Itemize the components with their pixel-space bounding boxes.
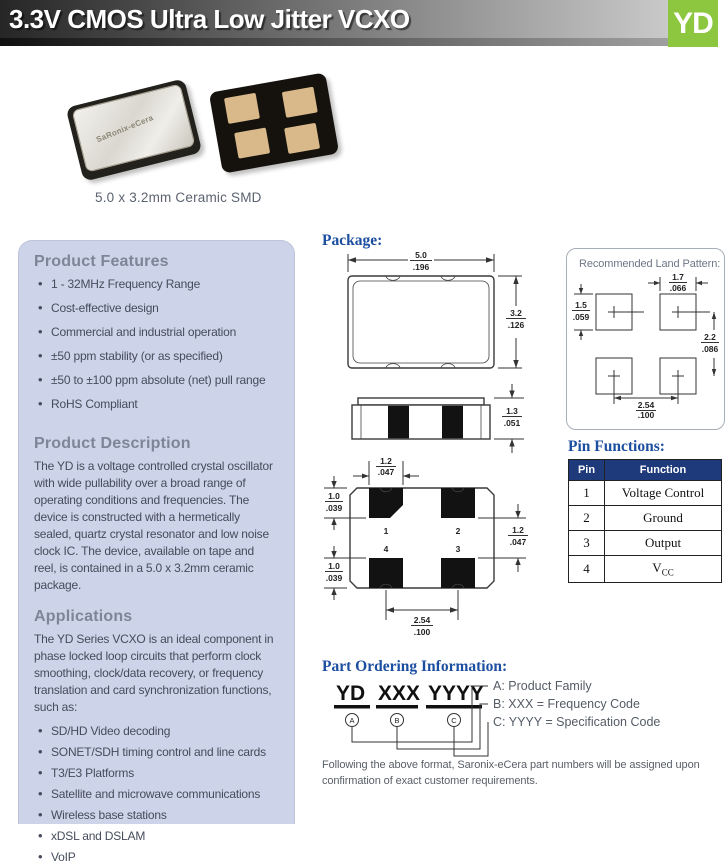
chip-brand-text: SaRonix-eCera [94, 113, 155, 145]
land-pattern-heading: Recommended Land Pattern: [579, 258, 721, 270]
land-dim-width-in: .066 [669, 283, 686, 293]
land-dim-height-mm: 1.5 [574, 300, 587, 310]
dim-pad-height-bottom-mm: 1.0 [328, 561, 340, 571]
product-photo [55, 70, 315, 190]
applications-intro: The YD Series VCXO is an ideal component in phase locked loop circuits that perform clock smoothing, clock/data recovery, or frequency translation and card synchronization functions, such as: [34, 632, 274, 715]
applications-list [34, 724, 279, 864]
pin-number-3: 3 [455, 544, 461, 554]
header-shadow-band [0, 38, 668, 46]
photo-caption: 5.0 x 3.2mm Ceramic SMD [95, 190, 262, 205]
dim-top-height-mm: 3.2 [510, 308, 522, 318]
table-row [569, 531, 722, 556]
sidebar-panel [18, 240, 295, 864]
description-heading: Product Description [34, 435, 191, 452]
callout-letter-a: A [349, 716, 355, 725]
chip-top-view-photo [66, 78, 203, 181]
land-pattern-diagram [570, 272, 722, 418]
feature-item: • ±50 to ±100 ppm absolute (net) pull range [34, 373, 279, 387]
vcc-subscript: CC [661, 567, 674, 578]
features-list [34, 277, 279, 411]
package-top-view-diagram [348, 250, 526, 368]
package-bottom-view-diagram [324, 456, 528, 637]
pin-cell: 4 [569, 556, 605, 583]
code-part-a: YD [336, 682, 366, 705]
table-row [569, 506, 722, 531]
chip-pad [284, 123, 320, 154]
ordering-heading: Part Ordering Information: [322, 658, 508, 675]
application-item: • Wireless base stations [34, 808, 279, 822]
dim-row-gap-mm: 1.2 [512, 525, 524, 535]
pin-functions-heading: Pin Functions: [568, 438, 665, 455]
application-item: • T3/E3 Platforms [34, 766, 279, 780]
application-item: • SD/HD Video decoding [34, 724, 279, 738]
feature-item: • 1 - 32MHz Frequency Range [34, 277, 279, 291]
code-part-b: XXX [378, 682, 421, 705]
feature-item: • Commercial and industrial operation [34, 325, 279, 339]
callout-letter-b: B [394, 716, 400, 725]
pad-pin3 [441, 558, 475, 588]
dim-top-width-in: .196 [412, 262, 430, 272]
dim-side-height-mm: 1.3 [506, 406, 518, 416]
code-part-c: YYYY [428, 682, 485, 705]
dim-top-height-in: .126 [507, 320, 525, 330]
pad-pin2 [441, 488, 475, 518]
package-diagrams [322, 248, 562, 648]
dim-pad-width-in: .047 [377, 467, 395, 477]
dim-pad-height-bottom-in: .039 [325, 573, 343, 583]
function-cell: $V_{CC}$ [605, 556, 722, 583]
col-header-pin: Pin [569, 460, 605, 481]
dim-pad-width-mm: 1.2 [380, 456, 392, 466]
land-dim-col-pitch-in: .100 [637, 410, 654, 420]
function-cell: Voltage Control [605, 481, 722, 506]
land-dim-col-pitch-mm: 2.54 [637, 400, 654, 410]
page-title: 3.3V CMOS Ultra Low Jitter VCXO [9, 4, 410, 34]
application-item: • Satellite and microwave communications [34, 787, 279, 801]
pin-cell: 2 [569, 506, 605, 531]
features-heading: Product Features [34, 253, 169, 270]
pin-functions-table [568, 459, 722, 583]
pin-cell: 1 [569, 481, 605, 506]
callout-letter-c: C [451, 716, 457, 725]
package-side-view-diagram [352, 384, 524, 453]
package-heading: Package: [322, 232, 383, 249]
land-pattern-panel [566, 248, 725, 430]
chip-pad [224, 93, 260, 124]
pad-pin4 [369, 558, 403, 588]
feature-item: • Cost-effective design [34, 301, 279, 315]
application-item: • VoIP [34, 850, 279, 864]
application-item: • xDSL and DSLAM [34, 829, 279, 843]
application-item: • SONET/SDH timing control and line cards [34, 745, 279, 759]
chip-pad [282, 87, 318, 118]
legend-line-c: C: YYYY = Specification Code [493, 715, 661, 729]
dim-pitch-in: .100 [413, 627, 431, 637]
pin-number-4: 4 [383, 544, 389, 554]
ordering-note: Following the above format, Saronix-eCera part numbers will be assigned upon confirmation of exact customer requirements. [322, 759, 700, 787]
dim-pitch-mm: 2.54 [413, 615, 431, 625]
col-header-function: Function [605, 460, 722, 481]
chip-bottom-view-photo [209, 72, 339, 173]
pin-number-1: 1 [383, 526, 389, 536]
pin-cell: 3 [569, 531, 605, 556]
function-cell: Output [605, 531, 722, 556]
land-dim-width-mm: 1.7 [671, 272, 684, 282]
legend-line-b: B: XXX = Frequency Code [493, 697, 640, 711]
description-body: The YD is a voltage controlled crystal oscillator with wide pullability over a broad range of operating conditions and frequencies. The device is constructed with a hermetically sealed, quartz crystal resonator and low noise clock IC. The device, available on tape and reel, is contained in a 5.0 x 3.2mm ceramic package. [34, 459, 273, 593]
table-row [569, 556, 722, 583]
table-row [569, 481, 722, 506]
dim-row-gap-in: .047 [509, 537, 527, 547]
function-cell: Ground [605, 506, 722, 531]
pin-number-2: 2 [455, 526, 461, 536]
land-dim-row-pitch-mm: 2.2 [703, 332, 716, 342]
land-dim-height-in: .059 [572, 312, 589, 322]
dim-side-height-in: .051 [503, 418, 521, 428]
applications-heading: Applications [34, 608, 133, 626]
dim-top-width-mm: 5.0 [415, 250, 427, 260]
dim-pad-height-top-in: .039 [325, 503, 343, 513]
ordering-diagram [320, 676, 725, 768]
chip-pad [234, 128, 270, 159]
dim-pad-height-top-mm: 1.0 [328, 491, 340, 501]
feature-item: • RoHS Compliant [34, 397, 279, 411]
series-logo-badge: YD [668, 0, 718, 47]
feature-item: • ±50 ppm stability (or as specified) [34, 349, 279, 363]
legend-line-a: A: Product Family [493, 679, 592, 693]
land-dim-row-pitch-in: .086 [701, 344, 718, 354]
